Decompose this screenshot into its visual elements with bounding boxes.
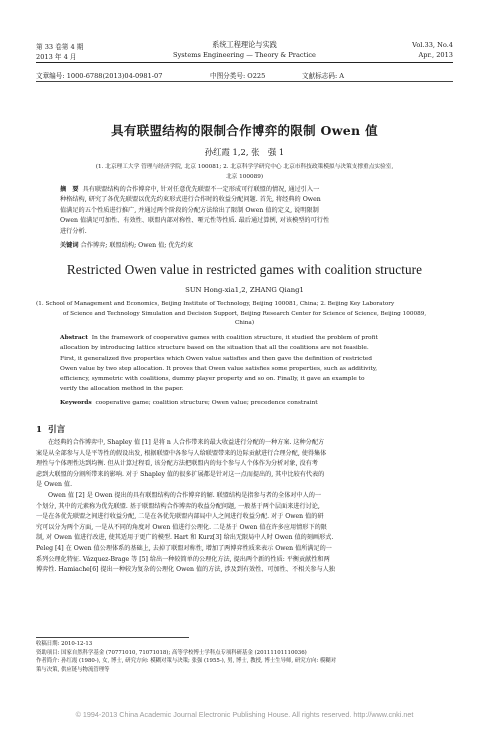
meta-rule [36,81,453,82]
header-date-cn: 2013 年 4 月 [36,53,77,61]
received-date: 收稿日期: 2010-12-13 [36,641,93,647]
section-heading [36,423,65,435]
abstract-cn-line: Owen 值满足可加性、有效性、联盟内部对称性、哑元性等性质. 最后通过算例, 对该模型的可行性 [60,217,330,225]
abstract-en-line: verify the allocation method in the paper. [60,386,184,393]
section-title: 引言 [47,425,66,435]
text-line: 一是在各优先联盟之间进行收益分配, 二是在各优先联盟内部局中人之间进行收益分配. 对于 Owen 值的研 [36,513,324,521]
footnote [36,640,456,674]
text-line: 虑到大联盟的分割所带来的影响. 对于 Shapley 值的很多扩展都是针对这一点而提出的, 其中比较有代表的 [36,470,325,478]
abstract-en-line: Owen value by two step allocation. It proves that Owen value satisfies some properties, such as additivity, [60,365,378,372]
clc-number: 中图分类号: O225 [210,72,266,80]
abstract-en-line: efficiency, symmetric with coalitions, dummy player property and so on. Finally, it gave an example to [60,376,365,383]
text-line: 个划分, 其中的元素称为优先联盟. 基于联盟结构合作博弈的收益分配问题, 一般基于两个层面来进行讨论, [36,502,320,510]
keywords-cn: 合作博弈; 联盟结构; Owen 值; 优先约束 [80,242,194,250]
text-line: 案是从全部参与人是平等性的假设出发, 根据联盟中各参与人给联盟带来的边际贡献进行合理分配, 使得集体 [36,449,327,457]
affiliation-en-line2: of Science and Technology Simulation and Decision Support, Beijing Research Center for Science of Science, Beijing 100089, [62,311,427,317]
authors-cn: 孙红霞 1,2, 张 强 1 [204,147,285,157]
text-line: Owen 值 [2] 是 Owen 提出的具有联盟结构的合作博弈的解. 联盟结构是指参与者的全体对中人的一 [48,491,322,499]
header-volume-cn: 第 33 卷第 4 期 [36,43,84,51]
text-line: 究可以分为两个方面, 一是从不同的角度对 Owen 值进行公理化. 二是基于 Owen 值在许多应用情形下的限 [36,523,327,531]
footnote-rule [36,637,189,638]
header-rule [36,62,453,63]
abstract-en [60,333,440,408]
abstract-cn-line: 具有联盟结构的合作博弈中, 针对任意优先联盟不一定形成可行联盟的情况, 通过引入一 [82,186,320,193]
affiliation-cn-line2: 北京 100089) [225,174,264,180]
author-bio-cont: 策与决策, 供应链与物流管理等 [36,666,110,673]
header-journal-en: Systems Engineering — Theory & Practice [173,51,316,59]
header-date-en: Apr., 2013 [418,51,453,59]
document-code: 文献标志码: A [302,72,345,80]
keywords-en: cooperative game; coalition structure; Owen value; precedence constraint [95,399,318,406]
abstract-cn [60,185,430,252]
paragraph [36,438,456,491]
abstract-cn-label: 摘 要 [60,186,79,193]
funding-info: 资助项目: 国家自然科学基金 (70771010, 71071018); 高等学校博士学科点专项科研基金 (20111101110036) [36,649,307,656]
abstract-cn-line: 种格结构, 研究了各优先联盟以优先约束形式进行合作时的收益分配问题. 首先, 将经典的 Owen [60,196,321,204]
section-number: 1 [36,425,42,435]
authors-en: SUN Hong-xia1,2, ZHANG Qiang1 [185,286,304,294]
text-line: 制, 对 Owen 值进行改进, 使其适用于更广的模型. Hart 和 Kurz[3] 给出无限局中人时 Owen 值的刻画形式. [36,534,334,542]
abstract-cn-line: 值满足的五个性质进行推广, 并通过两个阶段的分配方法给出了限制 Owen 值的定义, 说明限制 [60,206,319,214]
abstract-en-label: Abstract [60,334,88,341]
header-journal-cn: 系统工程理论与实践 [212,40,277,49]
keywords-en-label: Keywords [60,398,92,406]
article-number: 文章编号: 1000-6788(2013)04-0981-07 [36,72,163,80]
keywords-cn-label: 关键词 [60,242,79,250]
abstract-en-line: allocation by introducing lattice structure based on the situation that all the coalitions are not feasible. [60,345,369,352]
text-line: 在经典的合作博弈中, Shapley 值 [1] 是将 n 人合作带来的最大收益进行分配的一种方案. 这种分配方 [48,439,325,446]
header-volume-en: Vol.33, No.4 [412,41,453,49]
text-line: 系列公理化特征. Vázquez-Brage 等 [5] 给出一种较简单的公理化方法, 提出两个新的性质: 平衡贡献性和两 [36,555,330,563]
author-bio: 作者简介: 孙红霞 (1980-), 女, 博士, 研究方向: 模糊对策与决策; 张强 (1955-), 男, 博士, 教授, 博士生导师, 研究方向: 模糊对 [36,658,337,665]
abstract-en-line: In the framework of cooperative games with coalition structure, it studied the problem of profit [91,335,378,341]
affiliation-en-line1: (1. School of Management and Economics, Beijing Institute of Technology, Beijing 100081, China; 2. Beijing Key Laboratory [36,301,395,307]
affiliation-cn-line1: (1. 北京理工大学 管理与经济学院, 北京 100081; 2. 北京科学学研究中心 北京市科技政策模拟与决策支撑重点实验室, [95,164,394,170]
text-line: 理性与个体理性达到均衡. 但从计算过程看, 该分配方法把联盟内的每个参与人个体作为分析对象, 没有考 [36,460,318,468]
abstract-en-line: First, it generalized five properties which Owen value satisfies and then gave the definition of restricted [60,355,373,362]
text-line: Peleg [4] 在 Owen 值公理体系的基础上, 去掉了联盟对称性, 增加了两博弈性质来表示 Owen 值所满足的一 [36,544,332,552]
text-line: 是 Owen 值. [36,481,73,489]
text-line: 博弈性. Hamiache[6] 提出一种较为复杂的公理化 Owen 值的方法, 涉及到有效性、可加性、不相关参与人独 [36,566,335,574]
section-body [36,438,456,576]
affiliation-en-line3: China) [234,320,255,326]
title-en: Restricted Owen value in restricted games with coalition structure [66,262,423,277]
abstract-cn-line: 进行分析. [60,227,87,235]
title-cn: 具有联盟结构的限制合作博弈的限制 Owen 值 [111,123,378,138]
paragraph [36,491,456,576]
copyright-watermark: © 1994-2013 China Academic Journal Electronic Publishing House. All rights reserved. http://www.cnki.net [75,710,414,719]
